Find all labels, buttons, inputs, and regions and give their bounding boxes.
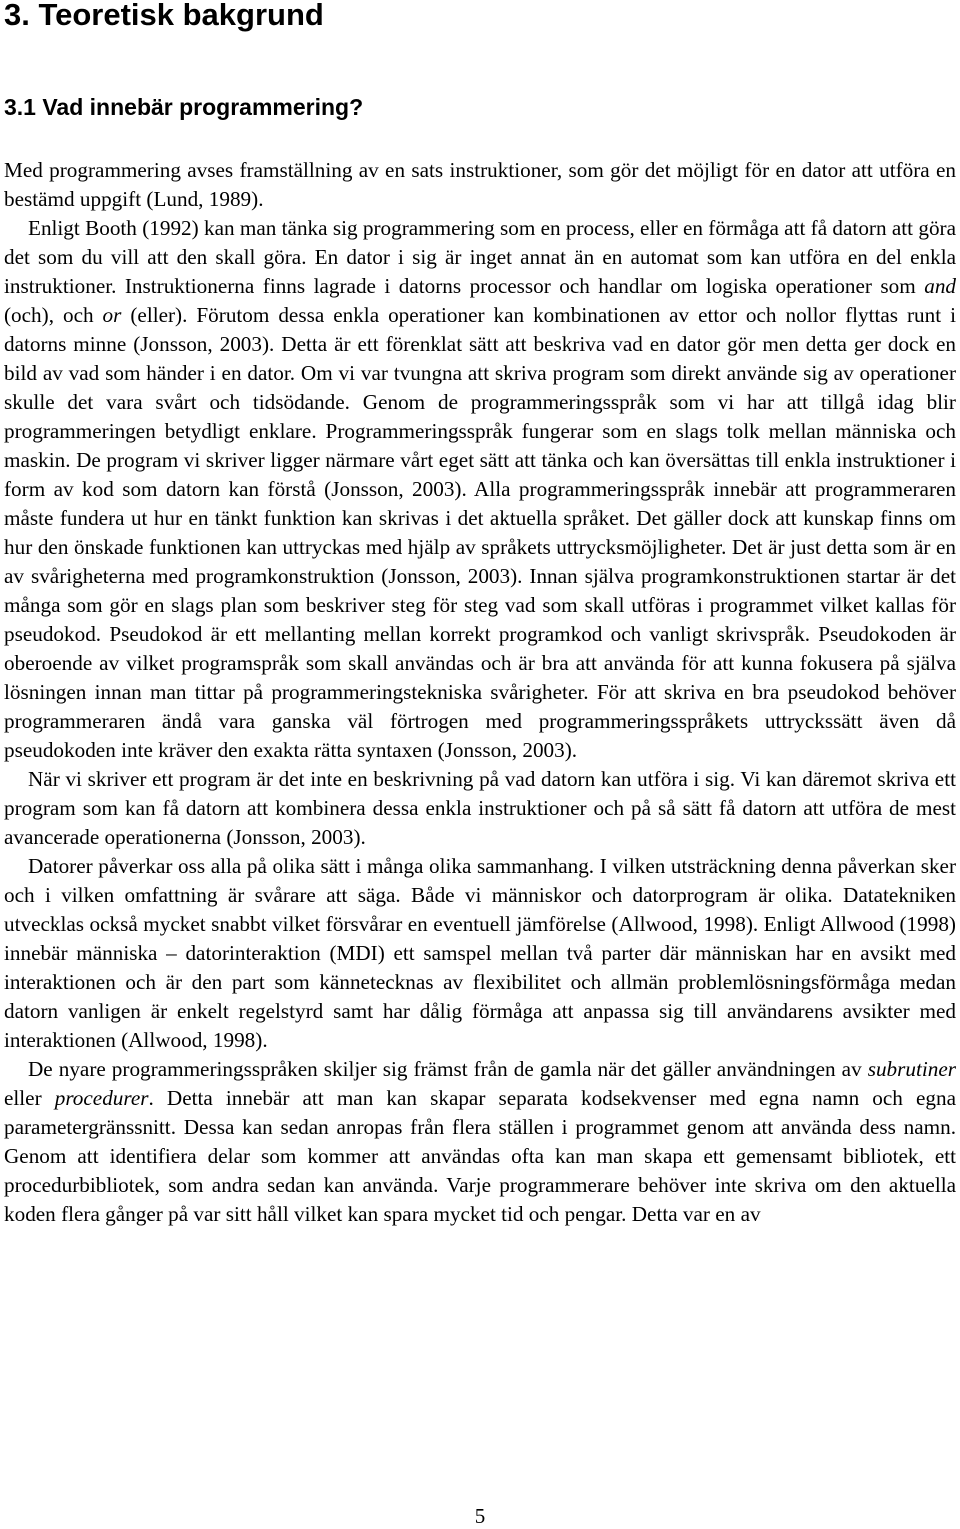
italic-term-procedurer: procedurer bbox=[54, 1086, 149, 1110]
text-run: När vi skriver ett program är det inte en beskrivning på vad datorn kan utföra i sig. Vi kan däremot skriva ett program som kan få datorn att kombinera dessa enkla instruktioner och på så sätt få datorn att utföra de mest avancerade operationerna (Jonsson, 2003). bbox=[4, 767, 956, 849]
text-run: Enligt Booth (1992) kan man tänka sig programmering som en process, eller en förmåga att få datorn att göra det som du vill att den skall göra. En dator i sig är inget annat än en automat som kan utföra en del enkla instruktioner. Instruktionerna finns lagrade i datorns processor och handlar om logiska operationer som bbox=[4, 216, 956, 298]
section-heading: 3.1 Vad innebär programmering? bbox=[4, 94, 364, 120]
text-run: (eller). Förutom dessa enkla operationer kan kombinationen av ettor och nollor flyttas runt i datorns minne (Jonsson, 2003). Detta är ett förenklat sätt att beskriva vad en dator gör men detta ger dock en bild av vad som händer i en dator. Om vi var tvungna att skriva program som direkt använde sig av operationer skulle det vara svårt och tidsödande. Genom de programmeringsspråk som vi har att tillgå idag blir programmeringen betydligt enklare. Programmeringsspråk fungerar som en slags tolk mellan människa och maskin. De program vi skriver ligger närmare vårt eget sätt att tänka och kan översättas till enkla instruktioner i form av kod som datorn kan förstå (Jonsson, 2003). Alla programmeringsspråk innebär att programmeraren måste fundera ut hur en tänkt funktion kan skrivas i det aktuella språket. Det gäller dock att kunskap finns om hur den önskade funktionen kan uttryckas med hjälp av språkets uttrycksmöjligheter. Det är just detta som är en av svårigheterna med programkonstruktion (Jonsson, 2003). Innan själva programkonstruktionen startar är det många som gör en slags plan som beskriver steg för steg vad som skall utföras i programmet vilket kallas för pseudokod. Pseudokod är ett mellanting mellan korrekt programkod och vanligt skrivspråk. Pseudokoden är oberoende av vilket programspråk som skall användas och är bra att använda för att kunna fokusera på själva lösningen innan man tittar på programmeringstekniska svårigheter. För att skriva en bra pseudokod behöver programmeraren ändå vara ganska väl förtrogen med programmeringsspråkets uttryckssätt även då pseudokoden inte kräver den exakta rätta syntaxen (Jonsson, 2003). bbox=[4, 303, 956, 762]
text-run: De nyare programmeringsspråken skiljer sig främst från de gamla när det gäller användningen av bbox=[28, 1057, 868, 1081]
text-run: . Detta innebär att man kan skapar separata kodsekvenser med egna namn och egna parametergränssnitt. Dessa kan sedan anropas från flera ställen i programmet genom att använda dess namn. Genom att identifiera delar som kommer att användas ofta kan man skapa ett gemensamt bibliotek, ett procedurbibliotek, som andra sedan kan använda. Varje programmerare behöver inte skriva om den aktuella koden flera gånger på var sitt håll vilket kan spara mycket tid och pengar. Detta var en av bbox=[4, 1086, 956, 1226]
paragraph-booth bbox=[4, 214, 956, 765]
paragraph-definition bbox=[4, 156, 956, 214]
chapter-heading: 3. Teoretisk bakgrund bbox=[4, 0, 324, 32]
text-run: (och), och bbox=[4, 303, 103, 327]
text-run: Med programmering avses framställning av en sats instruktioner, som gör det möjligt för en dator att utföra en bestämd uppgift (Lund, 1989). bbox=[4, 158, 956, 211]
italic-term-subrutiner: subrutiner bbox=[867, 1057, 956, 1081]
paragraph-mdi bbox=[4, 852, 956, 1055]
paragraph-subroutines bbox=[4, 1055, 956, 1229]
text-run: Datorer påverkar oss alla på olika sätt i många olika sammanhang. I vilken utsträckning denna påverkan sker och i vilken omfattning är svårare att säga. Både vi människor och datorprogram är olika. Datatekniken utvecklas också mycket snabbt vilket försvårar en eventuell jämförelse (Allwood, 1998). Enligt Allwood (1998) innebär människa – datorinteraktion (MDI) ett samspel mellan två parter där människan har en avsikt med interaktionen och är den part som kännetecknas av flexibilitet och allmän problemlösningsförmåga medan datorn vanligen är enkelt regelstyrd samt har dålig förmåga att anpassa sig till användarens avsikter med interaktionen (Allwood, 1998). bbox=[4, 854, 956, 1052]
text-run: eller bbox=[4, 1086, 55, 1110]
page-number: 5 bbox=[474, 1504, 486, 1528]
italic-term-and: and bbox=[924, 274, 956, 298]
body-text bbox=[4, 156, 956, 1229]
italic-term-or: or bbox=[102, 303, 122, 327]
paragraph-program-description bbox=[4, 765, 956, 852]
